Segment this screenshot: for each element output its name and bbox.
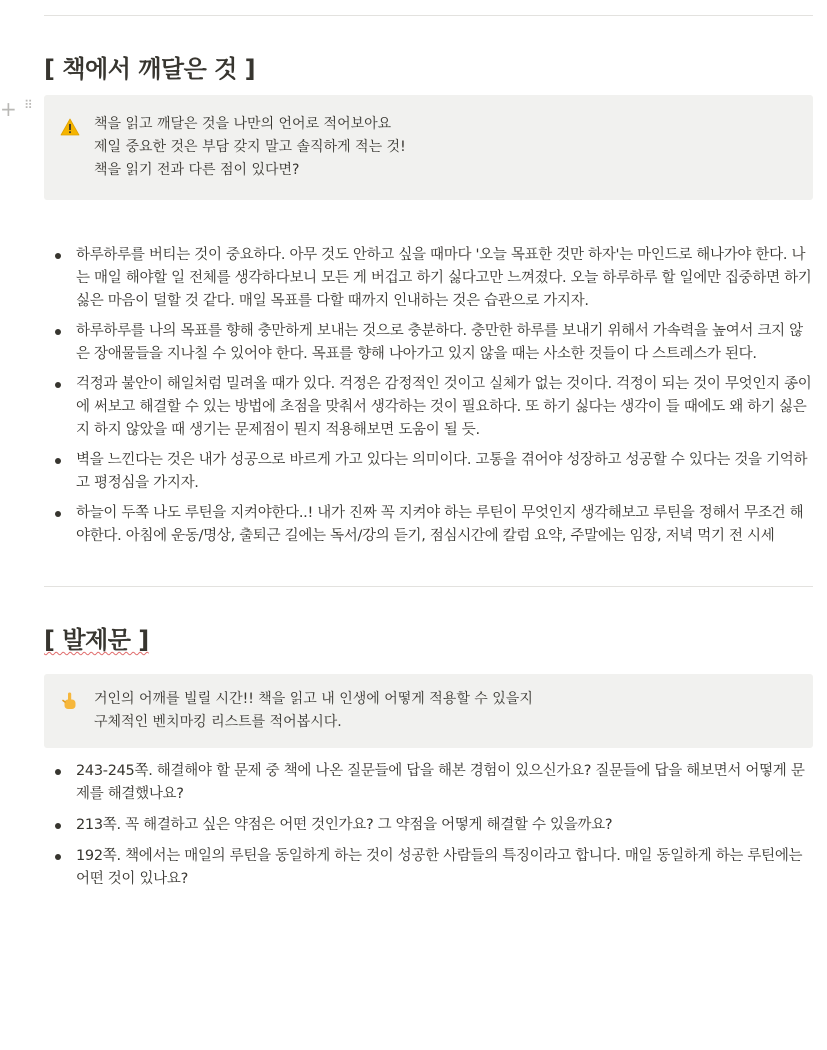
warning-icon [60,117,80,137]
list-item-text: 벽을 느낀다는 것은 내가 성공으로 바르게 가고 있다는 의미이다. 고통을 겪어야 성장하고 성공할 수 있다는 것을 기억하고 평정심을 가지자. [76,452,808,491]
callout-line: 책을 읽고 깨달은 것을 나만의 언어로 적어보아요 [94,116,392,132]
list-item[interactable] [44,814,813,837]
bullet-dot [55,253,61,259]
list-item[interactable] [44,502,813,548]
bullet-dot [55,458,61,464]
list-item[interactable] [44,373,813,442]
callout-line: 거인의 어깨를 빌릴 시간!! 책을 읽고 내 인생에 어떻게 적용할 수 있을지 [94,691,533,707]
top-divider [44,15,813,16]
list-item[interactable] [44,244,813,313]
list-item-text: 하루하루를 나의 목표를 향해 충만하게 보내는 것으로 충분하다. 충만한 하루를 보내기 위해서 가속력을 높여서 크지 않은 장애물들을 지나칠 수 있어야 한다. 목표를 향해 나아가고 있지 않을 때는 사소한 것들이 다 스트레스가 된다. [76,323,803,362]
section-heading-insights: [ 책에서 깨달은 것 ] [44,55,256,83]
insights-list [44,244,813,548]
drag-handle-icon[interactable]: ⠿ [24,98,32,112]
list-item-text: 213쪽. 꼭 해결하고 싶은 약점은 어떤 것인가요? 그 약점을 어떻게 해결할 수 있을까요? [76,817,613,833]
list-item[interactable] [44,845,813,891]
list-item-text: 걱정과 불안이 해일처럼 밀려올 때가 있다. 걱정은 감정적인 것이고 실체가 없는 것이다. 걱정이 되는 것이 무엇인지 종이에 써보고 해결할 수 있는 방법에 초점을 맞춰서 생각하는 것이 필요하다. 또 하기 싫다는 생각이 들 때에도 왜 하기 싫은지 하지 않았을 때 생기는 문제점이 뭔지 적용해보면 도움이 될 듯. [76,376,812,438]
add-block-icon[interactable]: + [0,97,17,121]
list-item[interactable] [44,449,813,495]
bullet-dot [55,823,61,829]
bullet-dot [55,511,61,517]
callout-line: 제일 중요한 것은 부담 갖지 말고 솔직하게 적는 것! [94,139,406,155]
callout-line: 책을 읽기 전과 다른 점이 있다면? [94,162,300,178]
section-heading-text: [ 발제문 ] [44,626,149,654]
list-item[interactable] [44,320,813,366]
discussion-list [44,760,813,891]
callout-discussion[interactable] [44,674,813,748]
section-heading-discussion [44,624,813,656]
pointing-hand-icon [60,691,80,711]
page-content [44,0,813,899]
list-item[interactable] [44,760,813,806]
list-item-text: 192쪽. 책에서는 매일의 루틴을 동일하게 하는 것이 성공한 사람들의 특징이라고 합니다. 매일 동일하게 하는 루틴에는 어떤 것이 있나요? [76,848,803,887]
callout-line: 구체적인 벤치마킹 리스트를 적어봅시다. [94,714,342,730]
bullet-dot [55,329,61,335]
list-item-text: 하루하루를 버티는 것이 중요하다. 아무 것도 안하고 싶을 때마다 '오늘 목표한 것만 하자'는 마인드로 해나가야 한다. 나는 매일 해야할 일 전체를 생각하다보니 모든 게 버겁고 하기 싫다고만 느껴졌다. 오늘 하루하루 할 일에만 집중하면 하기 싫은 마음이 덜할 것 같다. 매일 목표를 다할 때까지 인내하는 것은 습관으로 가지자. [76,247,812,309]
list-item-text: 하늘이 두쪽 나도 루틴을 지켜야한다..! 내가 진짜 꼭 지켜야 하는 루틴이 무엇인지 생각해보고 루틴을 정해서 무조건 해야한다. 아침에 운동/명상, 출퇴근 길에는 독서/강의 듣기, 점심시간에 칼럼 요약, 주말에는 임장, 저녁 먹기 전 시세 [76,505,804,544]
callout-insights[interactable] [44,95,813,200]
bullet-dot [55,769,61,775]
bullet-dot [55,854,61,860]
section-divider [44,586,813,587]
list-item-text: 243-245쪽. 해결해야 할 문제 중 책에 나온 질문들에 답을 해본 경험이 있으신가요? 질문들에 답을 해보면서 어떻게 문제를 해결했나요? [76,763,805,802]
bullet-dot [55,382,61,388]
block-handle[interactable] [0,98,40,122]
